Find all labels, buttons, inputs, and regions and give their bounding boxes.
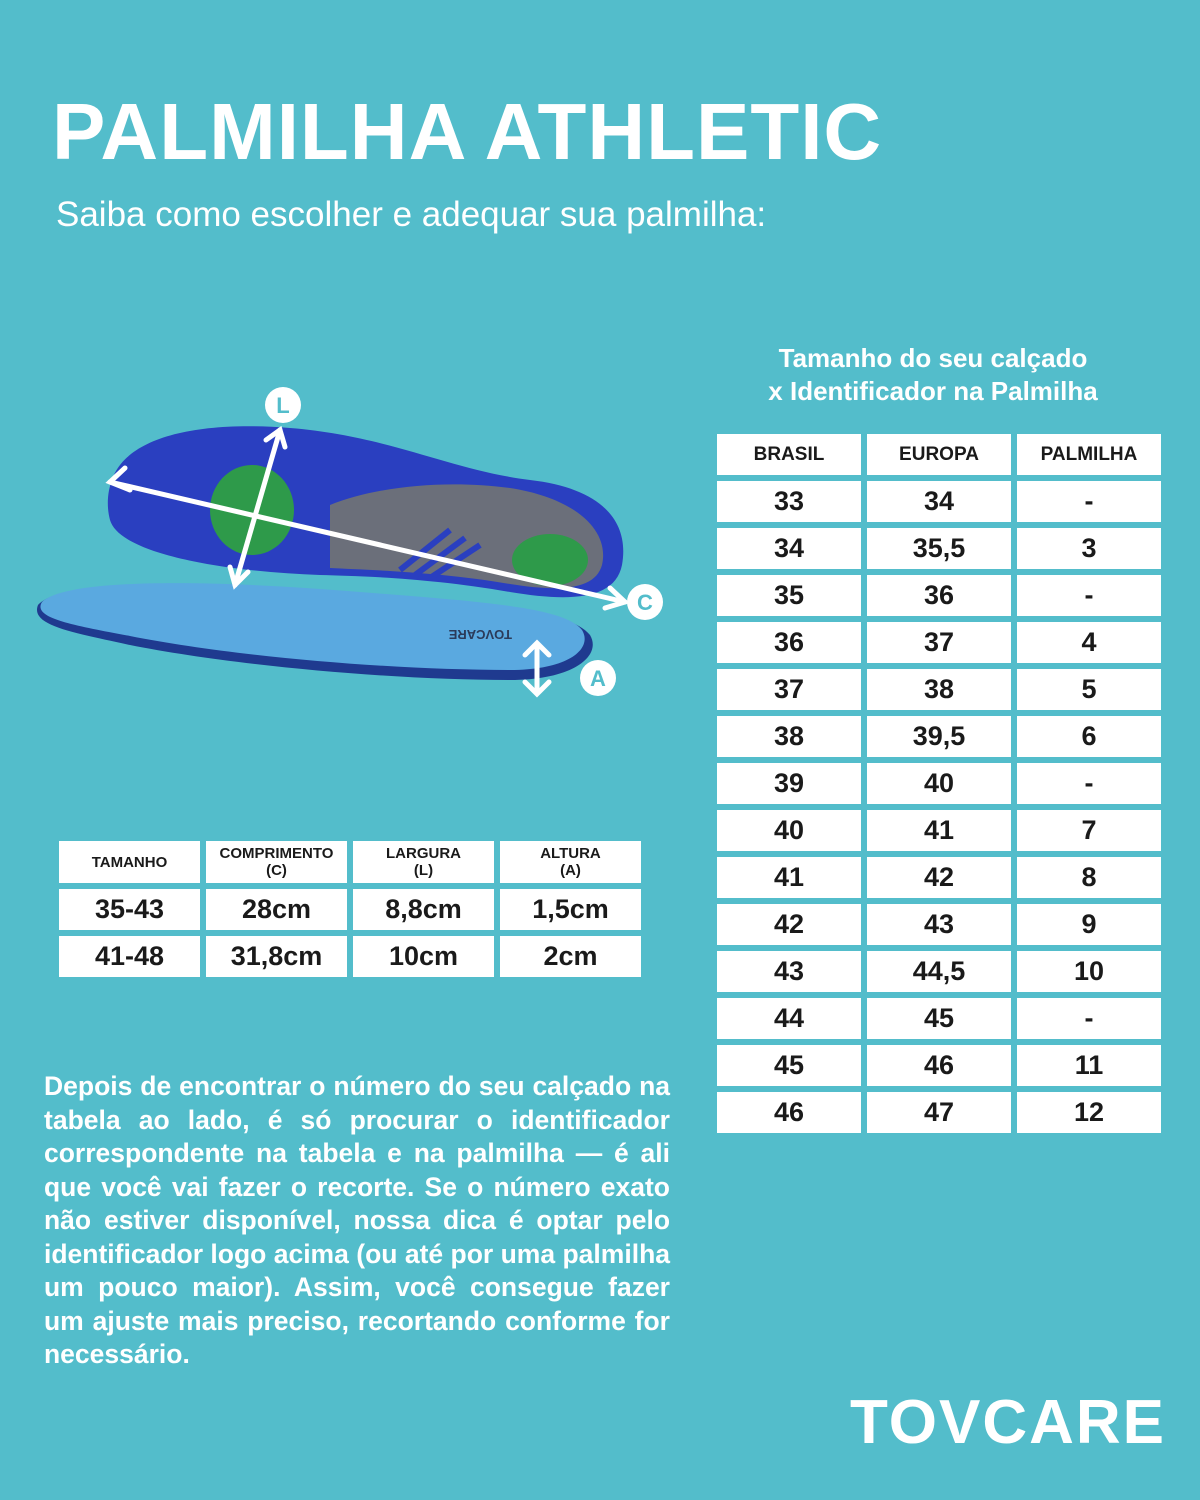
table-row bbox=[717, 998, 1161, 1039]
table-row bbox=[717, 857, 1161, 898]
cell-brasil: 34 bbox=[717, 528, 861, 569]
table-row bbox=[717, 951, 1161, 992]
column-header-comprimento: COMPRIMENTO (C) bbox=[206, 841, 347, 883]
cell-europa: 36 bbox=[867, 575, 1011, 616]
label-a bbox=[580, 660, 616, 696]
column-header-largura: LARGURA (L) bbox=[353, 841, 494, 883]
cell-tamanho: 41-48 bbox=[59, 936, 200, 977]
column-header-europa: EUROPA bbox=[867, 434, 1011, 475]
brand-logo: TOVCARE bbox=[850, 1388, 1167, 1457]
table-row bbox=[717, 904, 1161, 945]
table-row bbox=[59, 889, 641, 930]
svg-text:L: L bbox=[276, 393, 290, 418]
cell-palmilha: 3 bbox=[1017, 528, 1161, 569]
size-chart-table bbox=[711, 428, 1167, 1139]
cell-europa: 38 bbox=[867, 669, 1011, 710]
column-header-altura: ALTURA (A) bbox=[500, 841, 641, 883]
cell-europa: 46 bbox=[867, 1045, 1011, 1086]
cell-palmilha: 8 bbox=[1017, 857, 1161, 898]
cell-largura: 8,8cm bbox=[353, 889, 494, 930]
cell-europa: 41 bbox=[867, 810, 1011, 851]
cell-palmilha: 4 bbox=[1017, 622, 1161, 663]
cell-europa: 37 bbox=[867, 622, 1011, 663]
cell-europa: 34 bbox=[867, 481, 1011, 522]
table-row bbox=[717, 528, 1161, 569]
svg-text:C: C bbox=[637, 590, 653, 615]
cell-europa: 40 bbox=[867, 763, 1011, 804]
table-row bbox=[717, 481, 1161, 522]
dimensions-header-row bbox=[59, 841, 641, 883]
cell-europa: 44,5 bbox=[867, 951, 1011, 992]
insole-brand-text: TOVCARE bbox=[448, 627, 512, 642]
table-row bbox=[717, 763, 1161, 804]
size-chart-heading-line2: x Identificador na Palmilha bbox=[768, 376, 1098, 406]
instructions-text: Depois de encontrar o número do seu calçado na tabela ao lado, é só procurar o identificador correspondente na tabela e na palmilha — é ali que você vai fazer o recorte. Se o número exato não estiver disponível, nossa dica é optar pelo identificador logo acima (ou até por uma palmilha um pouco maior). Assim, você consegue fazer um ajuste mais preciso, recortando conforme for necessário. bbox=[44, 1071, 670, 1369]
table-row bbox=[717, 1092, 1161, 1133]
cell-largura: 10cm bbox=[353, 936, 494, 977]
size-chart-header-row bbox=[717, 434, 1161, 475]
cell-palmilha: 10 bbox=[1017, 951, 1161, 992]
cell-comprimento: 28cm bbox=[206, 889, 347, 930]
cell-palmilha: - bbox=[1017, 575, 1161, 616]
cell-brasil: 41 bbox=[717, 857, 861, 898]
insole-top-image bbox=[108, 426, 623, 597]
insole-bottom-image bbox=[37, 583, 593, 680]
cell-brasil: 35 bbox=[717, 575, 861, 616]
label-l bbox=[265, 387, 301, 423]
table-row bbox=[717, 1045, 1161, 1086]
cell-europa: 39,5 bbox=[867, 716, 1011, 757]
cell-palmilha: 12 bbox=[1017, 1092, 1161, 1133]
svg-text:A: A bbox=[590, 666, 606, 691]
cell-brasil: 45 bbox=[717, 1045, 861, 1086]
page-title: PALMILHA ATHLETIC bbox=[52, 87, 883, 176]
cell-europa: 47 bbox=[867, 1092, 1011, 1133]
cell-europa: 42 bbox=[867, 857, 1011, 898]
cell-brasil: 39 bbox=[717, 763, 861, 804]
cell-europa: 35,5 bbox=[867, 528, 1011, 569]
cell-brasil: 42 bbox=[717, 904, 861, 945]
table-row bbox=[717, 575, 1161, 616]
cell-palmilha: - bbox=[1017, 481, 1161, 522]
table-row bbox=[717, 622, 1161, 663]
size-chart-heading bbox=[715, 342, 1151, 408]
table-row bbox=[717, 810, 1161, 851]
cell-palmilha: 9 bbox=[1017, 904, 1161, 945]
cell-tamanho: 35-43 bbox=[59, 889, 200, 930]
cell-palmilha: 11 bbox=[1017, 1045, 1161, 1086]
cell-brasil: 44 bbox=[717, 998, 861, 1039]
insole-diagram bbox=[30, 380, 670, 720]
cell-comprimento: 31,8cm bbox=[206, 936, 347, 977]
cell-palmilha: - bbox=[1017, 998, 1161, 1039]
size-chart-heading-line1: Tamanho do seu calçado bbox=[778, 343, 1088, 373]
cell-palmilha: 6 bbox=[1017, 716, 1161, 757]
cell-europa: 43 bbox=[867, 904, 1011, 945]
cell-brasil: 33 bbox=[717, 481, 861, 522]
cell-palmilha: - bbox=[1017, 763, 1161, 804]
cell-brasil: 40 bbox=[717, 810, 861, 851]
cell-brasil: 43 bbox=[717, 951, 861, 992]
dimensions-table bbox=[53, 835, 647, 983]
table-row bbox=[717, 669, 1161, 710]
cell-altura: 1,5cm bbox=[500, 889, 641, 930]
cell-brasil: 37 bbox=[717, 669, 861, 710]
column-header-palmilha: PALMILHA bbox=[1017, 434, 1161, 475]
cell-brasil: 46 bbox=[717, 1092, 861, 1133]
cell-palmilha: 7 bbox=[1017, 810, 1161, 851]
cell-brasil: 38 bbox=[717, 716, 861, 757]
page-subtitle: Saiba como escolher e adequar sua palmilha: bbox=[56, 195, 767, 234]
column-header-brasil: BRASIL bbox=[717, 434, 861, 475]
cell-altura: 2cm bbox=[500, 936, 641, 977]
cell-palmilha: 5 bbox=[1017, 669, 1161, 710]
label-c bbox=[627, 584, 663, 620]
cell-brasil: 36 bbox=[717, 622, 861, 663]
table-row bbox=[717, 716, 1161, 757]
table-row bbox=[59, 936, 641, 977]
cell-europa: 45 bbox=[867, 998, 1011, 1039]
column-header-tamanho: TAMANHO bbox=[59, 841, 200, 883]
